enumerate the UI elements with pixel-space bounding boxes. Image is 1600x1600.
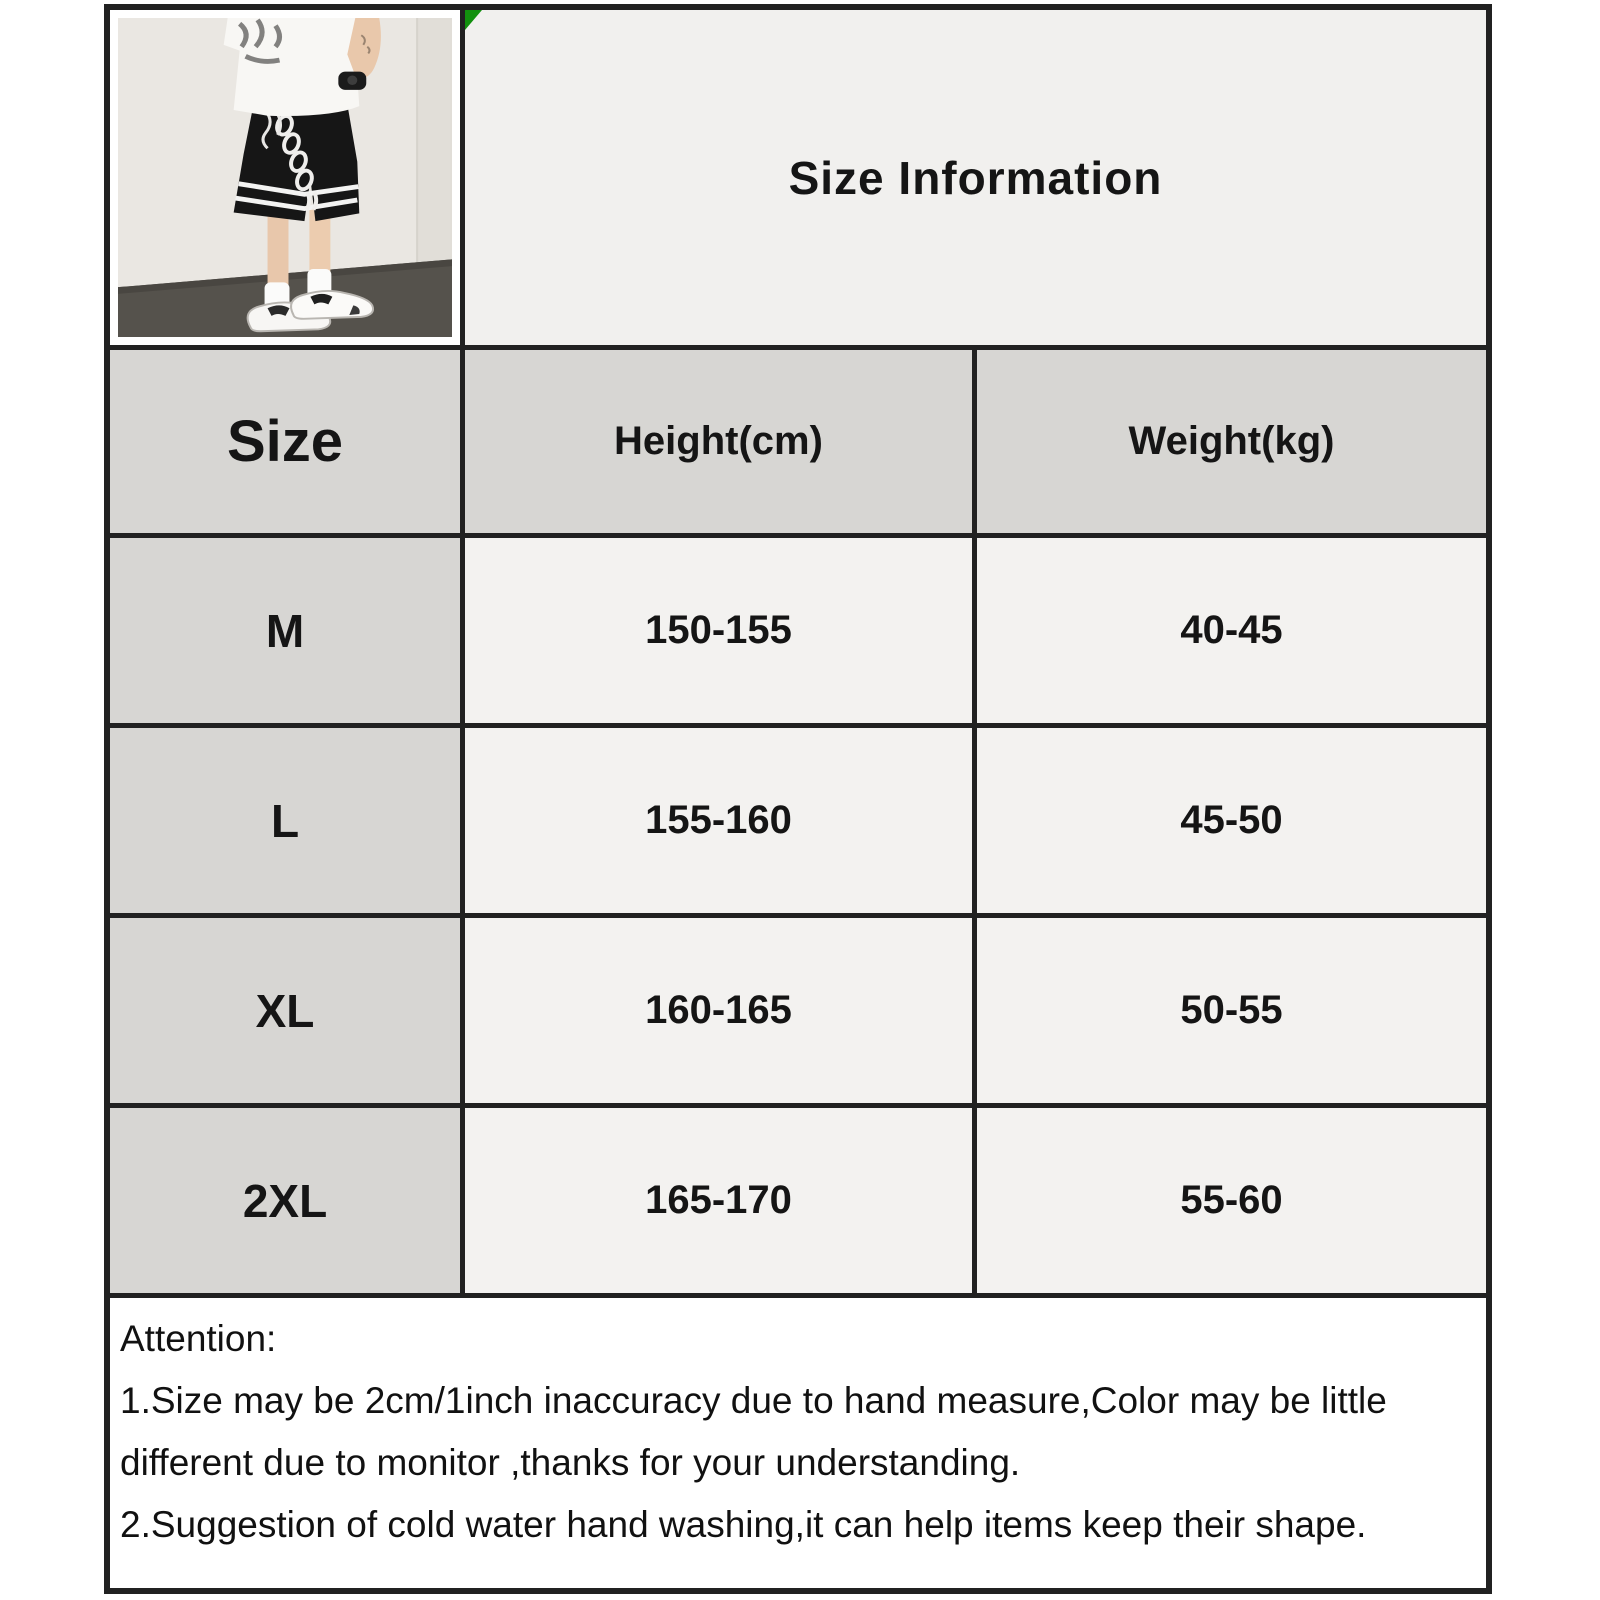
attention-title: Attention: (120, 1318, 277, 1359)
table-row (110, 533, 1486, 723)
table-row (110, 1103, 1486, 1293)
size-info-header (460, 10, 1486, 345)
cell-size: XL (110, 918, 460, 1103)
top-row (110, 10, 1486, 345)
column-header-size-label: Size (226, 409, 344, 474)
column-header-height-label: Height(cm) (614, 419, 823, 463)
cell-size: L (110, 728, 460, 913)
table-header-row (110, 345, 1486, 533)
attention-notes (110, 1293, 1486, 1588)
cell-height: 160-165 (460, 918, 972, 1103)
cell-size: M (110, 538, 460, 723)
table-row (110, 913, 1486, 1103)
table-row (110, 723, 1486, 913)
cell-size: 2XL (110, 1108, 460, 1293)
attention-note-line: different due to monitor ,thanks for your understanding. (120, 1442, 1021, 1483)
size-chart-panel (104, 4, 1492, 1594)
corner-marker-icon (465, 10, 482, 30)
attention-note-line: 2.Suggestion of cold water hand washing,it can help items keep their shape. (120, 1504, 1367, 1545)
column-header-size (110, 350, 460, 533)
column-header-height (460, 350, 972, 533)
cell-weight: 40-45 (972, 538, 1486, 723)
attention-note-line: 1.Size may be 2cm/1inch inaccuracy due to hand measure,Color may be little (120, 1380, 1387, 1421)
cell-height: 155-160 (460, 728, 972, 913)
column-header-weight (972, 350, 1486, 533)
product-photo (110, 10, 460, 345)
page-title: Size Information (788, 151, 1163, 204)
cell-weight: 55-60 (972, 1108, 1486, 1293)
cell-height: 165-170 (460, 1108, 972, 1293)
cell-height: 150-155 (460, 538, 972, 723)
column-header-weight-label: Weight(kg) (1128, 419, 1335, 463)
product-photo-illustration (118, 18, 452, 337)
cell-weight: 45-50 (972, 728, 1486, 913)
cell-weight: 50-55 (972, 918, 1486, 1103)
